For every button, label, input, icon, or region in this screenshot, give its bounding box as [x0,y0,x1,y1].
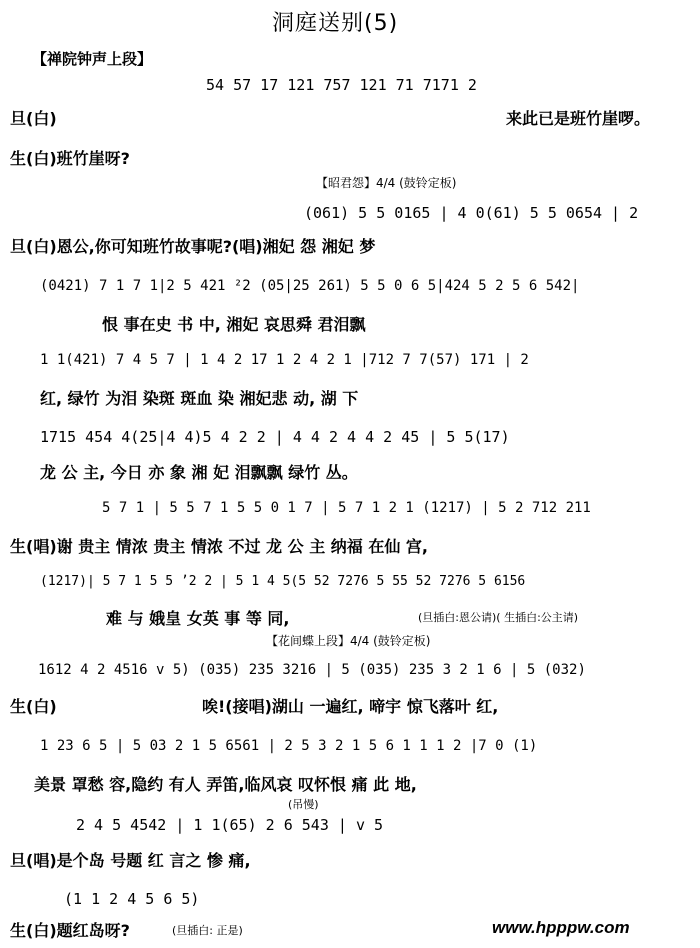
tempo-marking: (吊慢) [288,798,319,811]
dialogue-dan-1-text: 来此已是班竹崖啰。 [506,109,651,128]
dialogue-sheng-2: 生(白) [10,697,57,716]
lyric-line-4: 龙 公 主, 今日 亦 象 湘 妃 泪飘飘 绿竹 丛。 [40,463,358,482]
inserted-dialogue-2: (旦插白: 正是) [172,924,243,937]
lyric-line-9: 旦(唱)是个岛 号题 红 言之 惨 痛, [10,851,251,870]
notation-line-3: (0421) 7 1 7 1|2 5 421 ²2 (05|25 261) 5 5 0 6 5|424 5 2 5 6 542| [40,278,580,294]
notation-line-8: 1612 4 2 4516 v 5) (035) 235 3216 | 5 (035) 235 3 2 1 6 | 5 (032) [38,662,586,678]
inserted-dialogue-1: (旦插白:恩公请)( 生插白:公主请) [418,611,579,624]
lyric-line-7: 唉!(接唱)湖山 一遍红, 啼宇 惊飞落叶 红, [202,697,499,716]
notation-line-10: 2 4 5 4542 | 1 1(65) 2 6 543 | v 5 [76,816,384,834]
dialogue-dan-1: 旦(白) [10,109,57,128]
section-header-zhaojunyuan: 【昭君怨】4/4 (鼓铃定板) [316,176,457,190]
page-title: 洞庭送别(5) [272,11,399,36]
dialogue-sheng-1: 生(白)班竹崖呀? [10,149,130,168]
section-header-huajiandie: 【花间蝶上段】4/4 (鼓铃定板) [266,634,431,648]
notation-line-9: 1 23 6 5 | 5 03 2 1 5 6561 | 2 5 3 2 1 5 6 1 1 1 2 |7 0 (1) [40,738,538,754]
lyric-line-1: 旦(白)恩公,你可知班竹故事呢?(唱)湘妃 怨 湘妃 梦 [10,237,376,256]
notation-line-2: (061) 5 5 0165 | 4 0(61) 5 5 0654 | 2 [304,204,639,222]
notation-line-5: 1715 454 4(25|4 4)5 4 2 2 | 4 4 2 4 4 2 45 | 5 5(17) [40,428,510,446]
lyric-line-3: 红, 绿竹 为泪 染斑 斑血 染 湘妃悲 动, 湖 下 [40,389,359,408]
notation-line-1: 54 57 17 121 757 121 71 7171 2 [206,76,477,94]
watermark: www.hpppw.com [492,918,630,937]
lyric-line-6: 难 与 娥皇 女英 事 等 同, [106,609,290,628]
notation-line-11: (1 1 2 4 5 6 5) [64,890,200,908]
section-header-chanyuan: 【禅院钟声上段】 [32,50,153,68]
notation-line-7: (1217)| 5 7 1 5 5 ʼ2 2 | 5 1 4 5(5 52 7276 5 55 52 7276 5 6156 [40,574,526,589]
lyric-line-8: 美景 罩愁 容,隐约 有人 弄笛,临风哀 叹怀恨 痛 此 地, [34,775,417,794]
lyric-line-2: 恨 事在史 书 中, 湘妃 哀思舜 君泪飘 [102,315,366,334]
lyric-line-5: 生(唱)谢 贵主 情浓 贵主 情浓 不过 龙 公 主 纳福 在仙 宫, [10,537,428,556]
notation-line-4: 1 1(421) 7 4 5 7 | 1 4 2 17 1 2 4 2 1 |712 7 7(57) 171 | 2 [40,352,529,368]
notation-line-6: 5 7 1 | 5 5 7 1 5 5 0 1 7 | 5 7 1 2 1 (1217) | 5 2 712 211 [102,500,591,516]
dialogue-sheng-3: 生(白)题红岛呀? [10,921,130,940]
